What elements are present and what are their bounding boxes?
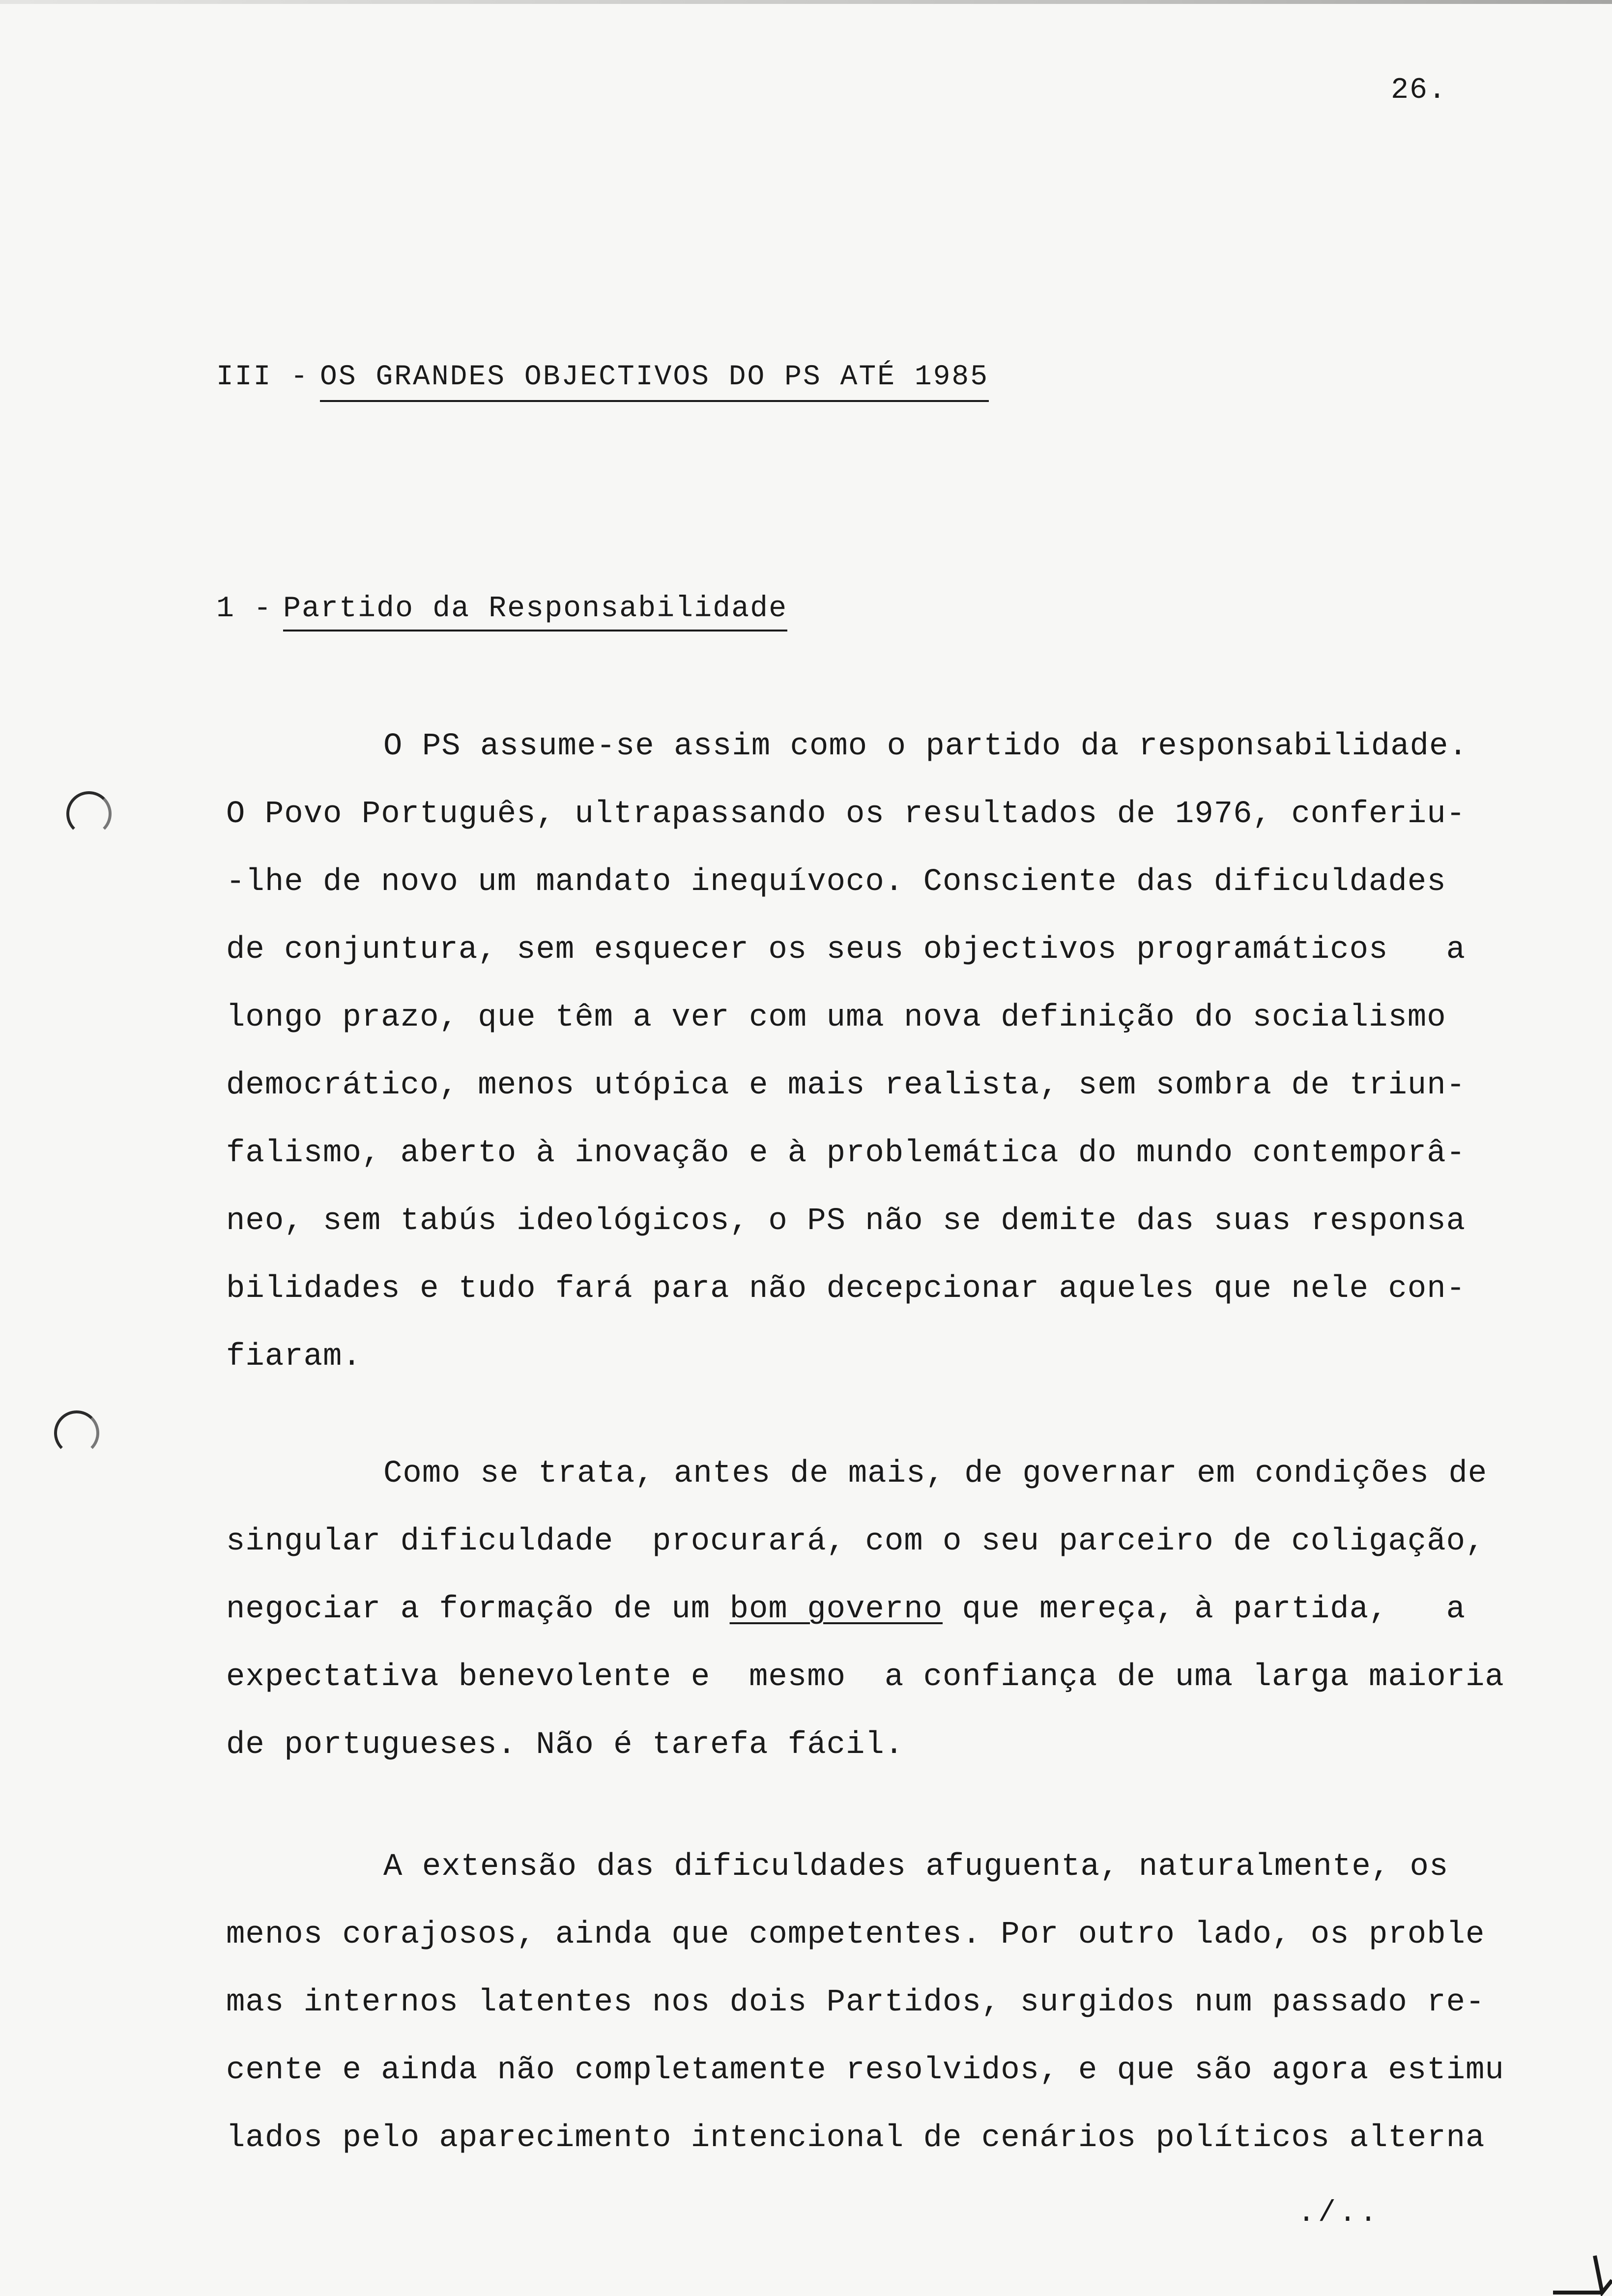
text-line: singular dificuldade procurará, com o seu parceiro de coligação,	[226, 1524, 1485, 1559]
text-line: O Povo Português, ultrapassando os resultados de 1976, conferiu-	[226, 797, 1466, 832]
punch-hole	[54, 1410, 99, 1456]
text-line	[226, 1576, 1484, 1643]
text-line: mas internos latentes nos dois Partidos, surgidos num passado re-	[226, 1985, 1485, 2020]
text-line: A extensão das dificuldades afuguenta, naturalmente, os	[383, 1849, 1449, 1885]
page-number: 26.	[1391, 74, 1447, 107]
subsection-title: Partido da Responsabilidade	[283, 592, 787, 631]
continuation-mark: ./..	[1297, 2197, 1381, 2230]
text-line: democrático, menos utópica e mais realista, sem sombra de triun-	[226, 1068, 1466, 1103]
paragraph-3	[226, 1833, 1504, 2172]
text-line: Como se trata, antes de mais, de governar em condições de	[383, 1456, 1488, 1492]
text-line: falismo, aberto à inovação e à problemática do mundo contemporâ-	[226, 1136, 1466, 1171]
paragraph-1	[226, 713, 1484, 1391]
punch-hole	[66, 791, 112, 836]
section-roman: III -	[216, 361, 310, 393]
text-line: lados pelo aparecimento intencional de cenários políticos alterna	[226, 2121, 1485, 2156]
text-line: O PS assume-se assim como o partido da responsabilidade.	[383, 729, 1468, 764]
text-line: longo prazo, que têm a ver com uma nova definição do socialismo	[226, 1000, 1446, 1035]
subsection-heading	[216, 592, 787, 626]
text-line: de conjuntura, sem esquecer os seus objectivos programáticos a	[226, 932, 1466, 968]
text-line: de portugueses. Não é tarefa fácil.	[226, 1727, 904, 1763]
text-line: fiaram.	[226, 1339, 362, 1375]
scan-corner-mark	[1543, 2251, 1612, 2296]
section-heading	[216, 361, 989, 393]
text-fragment: que mereça, à partida, a	[943, 1592, 1466, 1627]
text-line: cente e ainda não completamente resolvidos, e que são agora estimu	[226, 2053, 1504, 2088]
section-title: OS GRANDES OBJECTIVOS DO PS ATÉ 1985	[320, 361, 989, 402]
text-fragment: negociar a formação de um	[226, 1592, 730, 1627]
scan-edge	[0, 0, 1612, 4]
paragraph-2	[226, 1440, 1504, 1779]
text-line: menos corajosos, ainda que competentes. Por outro lado, os proble	[226, 1917, 1485, 1952]
underlined-phrase: bom governo	[729, 1592, 943, 1627]
text-line: expectativa benevolente e mesmo a confiança de uma larga maioria	[226, 1660, 1504, 1695]
text-line: neo, sem tabús ideológicos, o PS não se demite das suas responsa	[226, 1204, 1466, 1239]
text-line: bilidades e tudo fará para não decepcionar aqueles que nele con-	[226, 1271, 1466, 1307]
subsection-number: 1 -	[216, 592, 273, 626]
text-line: -lhe de novo um mandato inequívoco. Consciente das dificuldades	[226, 864, 1446, 900]
